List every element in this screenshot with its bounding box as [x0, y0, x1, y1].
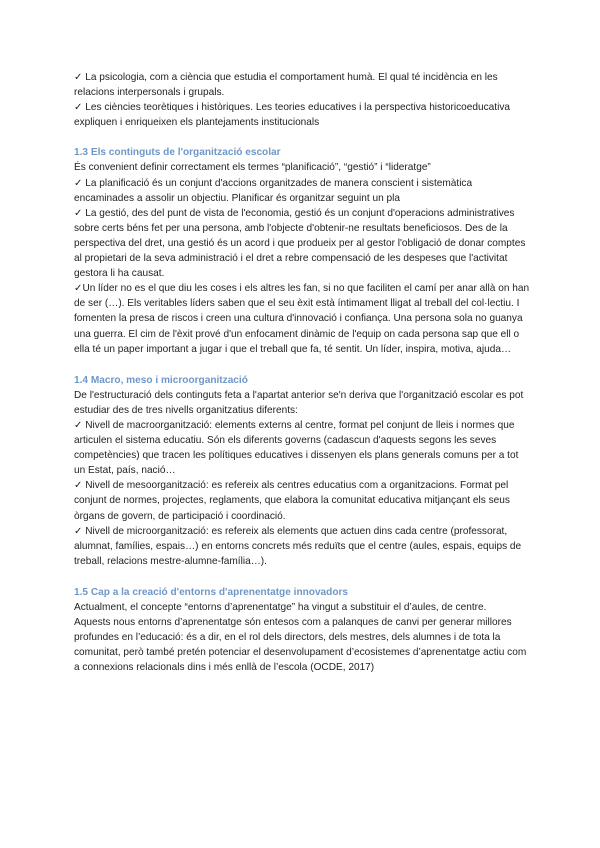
section-heading: 1.4 Macro, meso i microorganització [74, 374, 248, 386]
paragraph: ✓Un líder no es el que diu les coses i els altres les fan, si no que faciliten el camí per anar allà on han de ser (…). Els veritables líders saben que el seu èxit està íntimament lligat al treball del col·lectiu. I fomenten la presa de riscos i creen una cultura d'innovació i confiança. Una persona sola no guanya una guerra. El cim de l'èxit prové d'un enfocament dinàmic de l'equip on cada persona sap que ell o ella té un paper important a jugar i que el treball que fa, té sentit. Un líder, inspira, motiva, ajuda… [74, 283, 530, 355]
paragraph: ✓ Nivell de macroorganització: elements externs al centre, format pel conjunt de lleis i normes que articulen el sistema educatiu. Són els diferents governs (cadascun d'aquests segons les seves competències) que tracen les polítiques educatives i dissenyen els plans generals comuns per a tot un Estat, país, nació… [74, 419, 519, 477]
section-heading: 1.5 Cap a la creació d'entorns d'aprenentatge innovadors [74, 586, 349, 598]
section-1-4 [74, 373, 530, 569]
document-page [74, 70, 530, 675]
paragraph: ✓ La psicologia, com a ciència que estudia el comportament humà. El qual té incidència en les relacions interpersonals i grupals. [74, 72, 498, 99]
paragraph: És convenient definir correctament els termes “planificació”, “gestió” i “lideratge” [74, 162, 431, 174]
paragraph: De l'estructuració dels continguts feta a l'apartat anterior se'n deriva que l'organització escolar es pot estudiar des de tres nivells organitzatius diferents: [74, 389, 524, 416]
paragraph: Aquests nous entorns d’aprenentatge són entesos com a palanques de canvi per generar millores profundes en l’educació: és a dir, en el rol dels directors, dels mestres, dels alumnes i de tota la comunitat, però també pretén potenciar el desenvolupament d’ecosistemes d’aprenentatge actiu com a connexions relacionals dins i més enllà de l’escola (OCDE, 2017) [74, 617, 527, 674]
section-1-3 [74, 145, 530, 356]
paragraph: ✓ Nivell de mesoorganització: es refereix als centres educatius com a organitzacions. Format pel conjunt de normes, projectes, reglaments, que elabora la comunitat educativa mitjançant els seus òrgans de govern, de participació i coordinació. [74, 480, 510, 522]
paragraph: Actualment, el concepte “entorns d’aprenentatge” ha vingut a substituir el d’aules, de centre. [74, 602, 487, 613]
section-1-5 [74, 585, 530, 676]
paragraph: ✓ La gestió, des del punt de vista de l'economia, gestió és un conjunt d'operacions administratives sobre certs béns fet per una persona, amb l'objecte d'obtenir-ne resultats beneficiosos. Des de la perspectiva del dret, una gestió és un acord i que produeix per al gestor l'obligació de donar comptes al propietari de la seva administració i el dret a rebre compensació de les despeses que l'activitat gestora li ha causat. [74, 207, 526, 280]
paragraph: ✓ Nivell de microorganització: es refereix als elements que actuen dins cada centre (professorat, alumnat, famílies, espais…) en entorns concrets més reduïts que el centre (aules, espais, equips de treball, relacions mestre-alumne-família…). [74, 525, 522, 567]
intro-section [74, 70, 530, 130]
section-heading: 1.3 Els continguts de l'organització escolar [74, 147, 281, 159]
paragraph: ✓ La planificació és un conjunt d'accions organitzades de manera conscient i sistemàtica encaminades a assolir un objectiu. Planificar és organitzar seguint un pla [74, 177, 473, 204]
paragraph: ✓ Les ciències teorètiques i històriques. Les teories educatives i la perspectiva historicoeducativa expliquen i enriqueixen els plantejaments institucionals [74, 102, 510, 129]
